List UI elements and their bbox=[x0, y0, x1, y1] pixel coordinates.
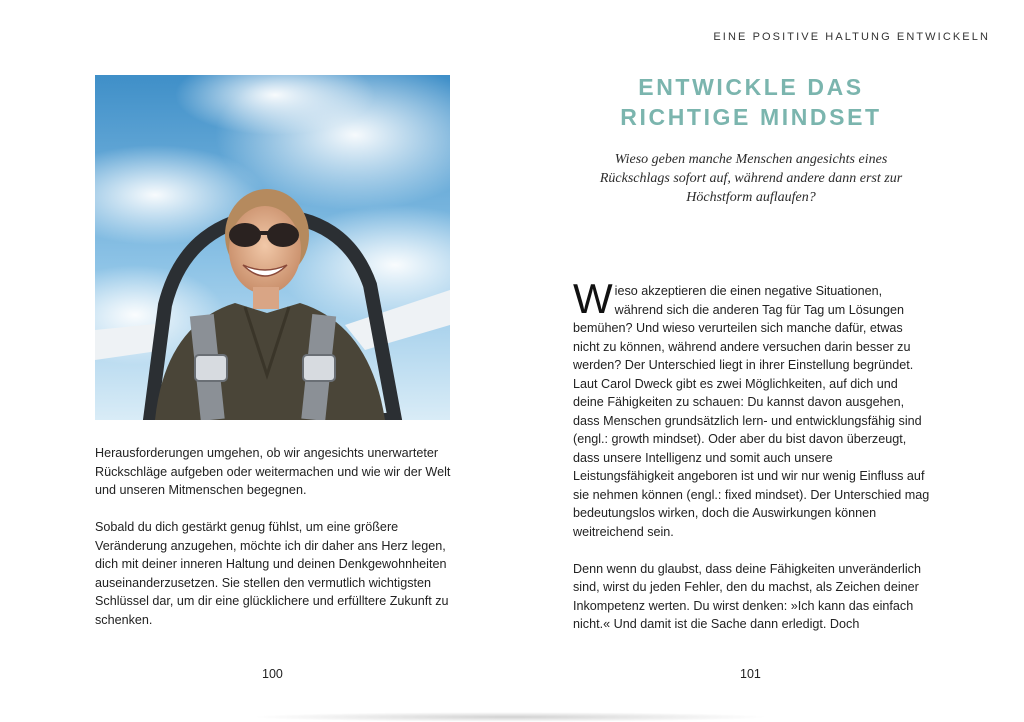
chapter-subtitle: Wieso geben manche Menschen angesichts eines Rückschlags sofort auf, während andere dann erst zur Höchstform auflaufen? bbox=[599, 152, 903, 205]
running-head: EINE POSITIVE HALTUNG ENTWICKELN bbox=[713, 31, 990, 43]
page-number-left: 100 bbox=[262, 667, 283, 681]
chapter-title bbox=[570, 72, 932, 132]
left-paragraph-2: Sobald du dich gestärkt genug fühlst, um eine größere Veränderung anzugehen, möchte ich dir daher ans Herz legen, dich mit deiner inneren Haltung und deinen Denkgewohnheiten auseinanderzusetzen. Sie stellen den vermutlich wichtigsten Schlüssel dar, um dir eine glücklichere und erfülltere Zukunft zu schenken. bbox=[95, 520, 449, 627]
right-page-body bbox=[573, 275, 930, 652]
pilot-photo bbox=[95, 75, 450, 420]
page-shadow bbox=[250, 712, 770, 722]
right-paragraph-1-text: ieso akzeptieren die einen negative Situationen, während sich die anderen Tag für Tag um Lösungen bemühen? Und wieso verurteilen sich manche dafür, etwas nicht zu können, während andere versuchen darin besser zu werden? Der Unterschied liegt in ihrer Einstellung begründet. Laut Carol Dweck gibt es zwei Möglichkeiten, auf dich und deine Fähigkeiten zu schauen: Du kannst davon ausgehen, dass Menschen grundsätzlich lern- und entwicklungsfähig sind (engl.: growth mindset). Oder aber du bist davon überzeugt, dass unsere Intelligenz und somit auch unsere Leistungsfähigkeit angeboren ist und wir nur wenig Einfluss auf sie nehmen können (engl.: fixed mindset). Der Unterschied mag bedeutungslos wirken, doch die Auswirkungen können weitreichend sein. bbox=[573, 284, 930, 539]
page-number-right: 101 bbox=[740, 667, 761, 681]
chapter-title-line-2: RICHTIGE MINDSET bbox=[620, 104, 882, 130]
left-paragraph-1: Herausforderungen umgehen, ob wir angesichts unerwarteter Rückschläge aufgeben oder weitermachen und wie wir der Welt und unseren Mitmenschen begegnen. bbox=[95, 446, 451, 497]
right-paragraph-1 bbox=[573, 275, 930, 541]
right-paragraph-2: Denn wenn du glaubst, dass deine Fähigkeiten unveränderlich sind, wirst du jeden Fehler, den du machst, als Zeichen deiner Inkompetenz werten. Du wirst denken: »Ich kann das einfach nicht.« Und damit ist die Sache dann erledigt. Doch bbox=[573, 561, 921, 631]
chapter-title-line-1: ENTWICKLE DAS bbox=[638, 74, 864, 100]
drop-cap: W bbox=[573, 275, 613, 322]
left-page-body bbox=[95, 444, 457, 648]
